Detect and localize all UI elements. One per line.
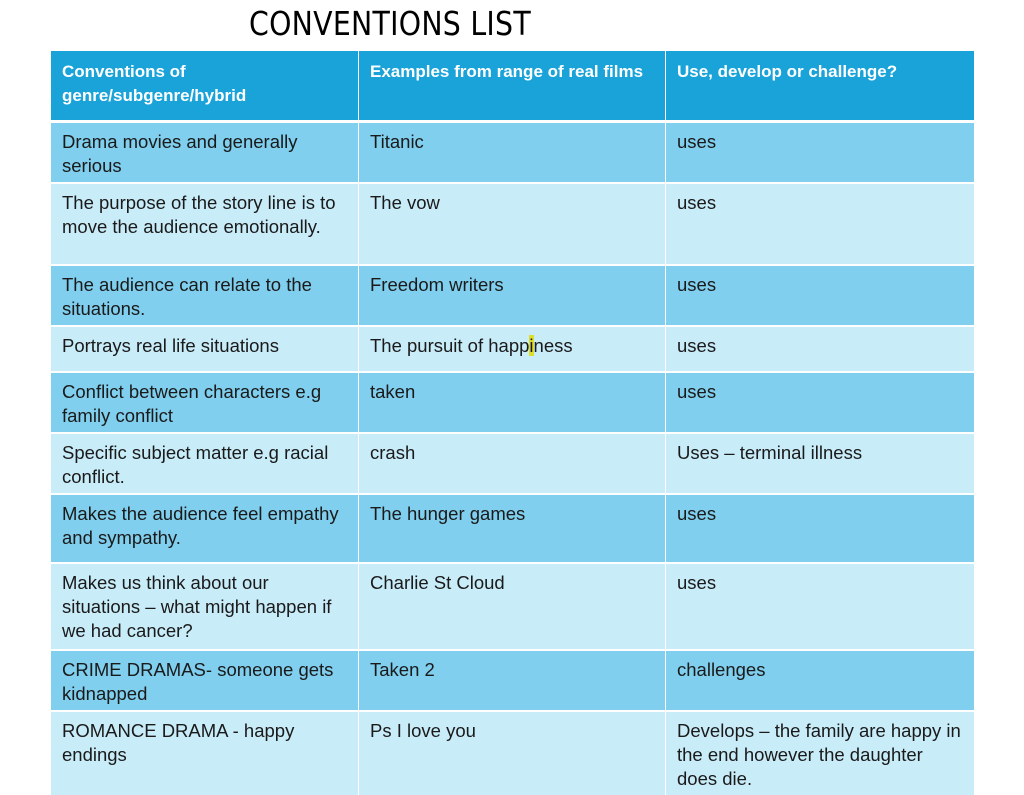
- example-cell: Charlie St Cloud: [359, 563, 666, 650]
- use-cell: uses: [666, 494, 975, 563]
- table-row: [51, 183, 975, 265]
- convention-cell: ROMANCE DRAMA - happy endings: [51, 711, 359, 795]
- convention-cell: Portrays real life situations: [51, 326, 359, 372]
- convention-cell: Specific subject matter e.g racial conflict.: [51, 433, 359, 494]
- table-row: [51, 650, 975, 711]
- use-cell: Uses – terminal illness: [666, 433, 975, 494]
- example-cell: taken: [359, 372, 666, 433]
- example-cell: The vow: [359, 183, 666, 265]
- use-cell: uses: [666, 265, 975, 326]
- table-row: [51, 563, 975, 650]
- example-cell: [359, 326, 666, 372]
- use-cell: uses: [666, 326, 975, 372]
- slide-title: CONVENTIONS LIST: [249, 4, 531, 43]
- example-cell: Taken 2: [359, 650, 666, 711]
- use-cell: uses: [666, 121, 975, 183]
- header-examples: Examples from range of real films: [359, 51, 666, 121]
- use-cell: uses: [666, 372, 975, 433]
- header-use-develop-challenge: Use, develop or challenge?: [666, 51, 975, 121]
- example-cell: Titanic: [359, 121, 666, 183]
- convention-cell: Conflict between characters e.g family conflict: [51, 372, 359, 433]
- convention-cell: Makes the audience feel empathy and sympathy.: [51, 494, 359, 563]
- highlighted-letter: i: [529, 334, 534, 356]
- example-text-end: ness: [533, 334, 573, 356]
- convention-cell: Drama movies and generally serious: [51, 121, 359, 183]
- table-row: [51, 711, 975, 795]
- convention-cell: CRIME DRAMAS- someone gets kidnapped: [51, 650, 359, 711]
- header-conventions: Conventions of genre/subgenre/hybrid: [51, 51, 359, 121]
- use-cell: uses: [666, 183, 975, 265]
- use-cell: Develops – the family are happy in the end however the daughter does die.: [666, 711, 975, 795]
- table-row: [51, 372, 975, 433]
- convention-cell: Makes us think about our situations – what might happen if we had cancer?: [51, 563, 359, 650]
- conventions-table: [50, 51, 975, 795]
- table-row: [51, 265, 975, 326]
- example-cell: crash: [359, 433, 666, 494]
- convention-cell: The audience can relate to the situations.: [51, 265, 359, 326]
- example-cell: Ps I love you: [359, 711, 666, 795]
- use-cell: uses: [666, 563, 975, 650]
- table-header-row: [51, 51, 975, 121]
- table-row: [51, 433, 975, 494]
- table-row: [51, 494, 975, 563]
- conventions-table-container: [50, 51, 974, 795]
- convention-cell: The purpose of the story line is to move the audience emotionally.: [51, 183, 359, 265]
- example-cell: Freedom writers: [359, 265, 666, 326]
- table-row: [51, 121, 975, 183]
- example-cell: The hunger games: [359, 494, 666, 563]
- table-row: [51, 326, 975, 372]
- example-text-start: The pursuit of happ: [370, 334, 530, 356]
- use-cell: challenges: [666, 650, 975, 711]
